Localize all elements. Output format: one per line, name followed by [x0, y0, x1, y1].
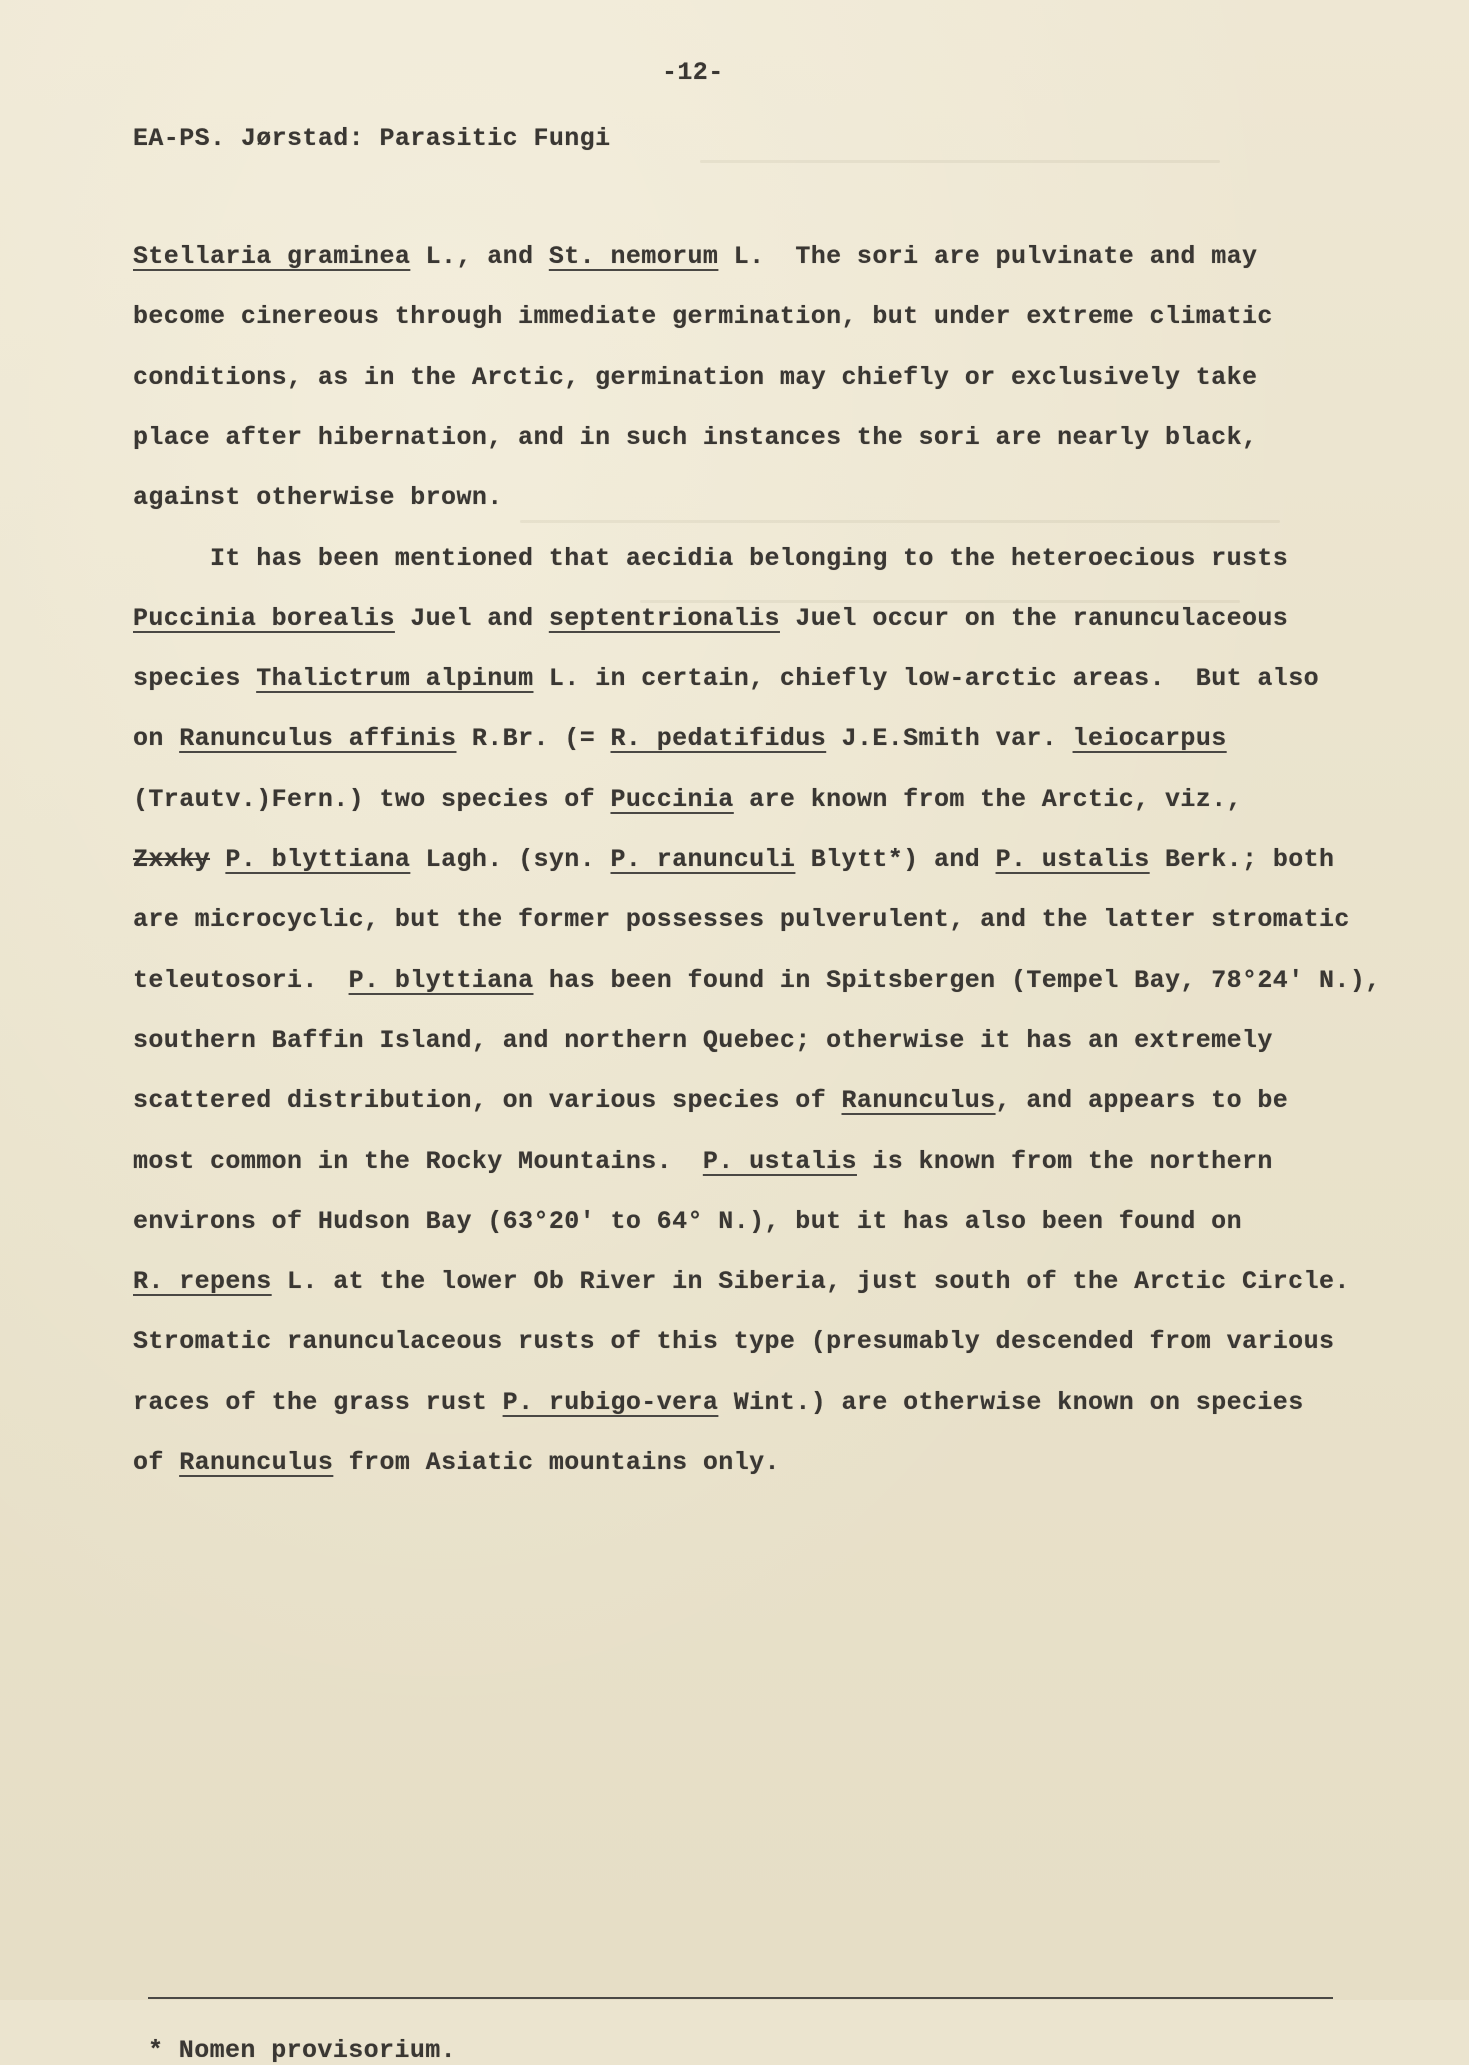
text-line: [133, 363, 1257, 392]
text-line: [133, 483, 503, 512]
text-segment: environs of Hudson Bay (63°20' to 64° N.), but it has also been found on: [133, 1206, 1242, 1236]
bleed-through-mark: [700, 160, 1220, 163]
text-line: [133, 1086, 1288, 1115]
text-line: [133, 1026, 1273, 1055]
text-segment: Wint.) are otherwise known on species: [718, 1387, 1304, 1417]
text-line: [133, 1448, 780, 1477]
text-line: [133, 302, 1273, 331]
underlined-taxon: leiocarpus: [1072, 724, 1227, 754]
text-line: [133, 1207, 1242, 1236]
text-segment: southern Baffin Island, and northern Quebec; otherwise it has an extremely: [133, 1025, 1273, 1055]
text-segment: Juel occur on the ranunculaceous: [779, 603, 1289, 633]
text-segment: L. in certain, chiefly low-arctic areas. But also: [533, 664, 1320, 694]
running-header: EA-PS. Jørstad: Parasitic Fungi: [133, 124, 611, 153]
text-segment: conditions, as in the Arctic, germination may chiefly or exclusively take: [133, 362, 1258, 392]
text-line: [133, 1267, 1350, 1296]
text-line: [133, 724, 1227, 753]
text-segment: on: [133, 724, 180, 754]
underlined-taxon: Ranunculus: [841, 1086, 996, 1116]
text-segment: place after hibernation, and in such instances the sori are nearly black,: [133, 422, 1258, 452]
text-segment: scattered distribution, on various species of: [133, 1086, 842, 1116]
text-segment: become cinereous through immediate germination, but under extreme climatic: [133, 302, 1273, 332]
text-segment: of: [133, 1448, 180, 1477]
text-segment: (Trautv.)Fern.) two species of: [133, 784, 611, 814]
text-segment: J.E.Smith var.: [826, 724, 1073, 754]
underlined-taxon: Ranunculus affinis: [179, 724, 457, 754]
text-line: [133, 905, 1350, 934]
underlined-taxon: P. rubigo-vera: [502, 1387, 719, 1417]
underlined-taxon: Puccinia: [610, 784, 734, 814]
page-number: -12-: [662, 58, 724, 87]
text-line: [133, 664, 1319, 693]
text-segment: L. The sori are pulvinate and may: [718, 242, 1258, 271]
text-line: [133, 966, 1381, 995]
underlined-taxon: septentrionalis: [548, 603, 780, 633]
text-segment: teleutosori.: [133, 965, 349, 995]
bleed-through-mark: [520, 520, 1280, 523]
text-segment: R.Br. (=: [456, 724, 611, 754]
text-segment: Stromatic ranunculaceous rusts of this type (presumably descended from various: [133, 1327, 1335, 1357]
underlined-taxon: P. ranunculi: [610, 845, 796, 874]
underlined-taxon: St. nemorum: [548, 242, 719, 271]
text-line: [133, 544, 1288, 573]
text-segment: It has been mentioned that aecidia belonging to the heteroecious rusts: [133, 543, 1289, 573]
bleed-through-mark: [640, 600, 1240, 603]
text-segment: are known from the Arctic, viz.,: [733, 784, 1242, 814]
underlined-taxon: P. ustalis: [995, 845, 1150, 874]
footnote: * Nomen provisorium.: [148, 2036, 457, 2065]
text-segment: against otherwise brown.: [133, 483, 503, 513]
text-segment: most common in the Rocky Mountains.: [133, 1146, 703, 1176]
text-segment: species: [133, 664, 257, 694]
text-segment: [210, 845, 225, 874]
text-line: [133, 845, 1334, 874]
text-segment: has been found in Spitsbergen (Tempel Bay, 78°24' N.),: [533, 965, 1381, 995]
underlined-taxon: P. blyttiana: [225, 845, 411, 874]
underlined-taxon: P. blyttiana: [348, 965, 534, 995]
underlined-taxon: Stellaria graminea: [133, 242, 411, 271]
text-line: [133, 1388, 1304, 1417]
text-segment: Berk.; both: [1149, 845, 1335, 874]
text-segment: L., and: [410, 242, 549, 271]
text-line: [133, 604, 1288, 633]
text-segment: is known from the northern: [856, 1146, 1273, 1176]
text-segment: , and appears to be: [995, 1086, 1289, 1116]
text-segment: races of the grass rust: [133, 1387, 503, 1417]
text-line: [133, 1147, 1273, 1176]
text-segment: Lagh. (syn.: [410, 845, 611, 874]
text-line: [133, 785, 1242, 814]
underlined-taxon: Thalictrum alpinum: [256, 664, 534, 694]
underlined-taxon: Ranunculus: [179, 1448, 334, 1477]
underlined-taxon: P. ustalis: [702, 1146, 857, 1176]
text-line: [133, 242, 1257, 271]
text-line: [133, 1327, 1334, 1356]
underlined-taxon: R. pedatifidus: [610, 724, 827, 754]
underlined-taxon: R. repens: [133, 1267, 272, 1297]
text-segment: Juel and: [394, 603, 549, 633]
underlined-taxon: Puccinia borealis: [133, 603, 395, 633]
footnote-rule: [148, 1997, 1333, 1999]
text-segment: are microcyclic, but the former possesses pulverulent, and the latter stromatic: [133, 905, 1350, 935]
text-segment: Blytt*) and: [795, 845, 996, 874]
struck-out-text: Zxxky: [133, 845, 211, 874]
text-segment: L. at the lower Ob River in Siberia, just south of the Arctic Circle.: [271, 1267, 1350, 1297]
text-line: [133, 423, 1257, 452]
text-segment: from Asiatic mountains only.: [333, 1448, 780, 1477]
